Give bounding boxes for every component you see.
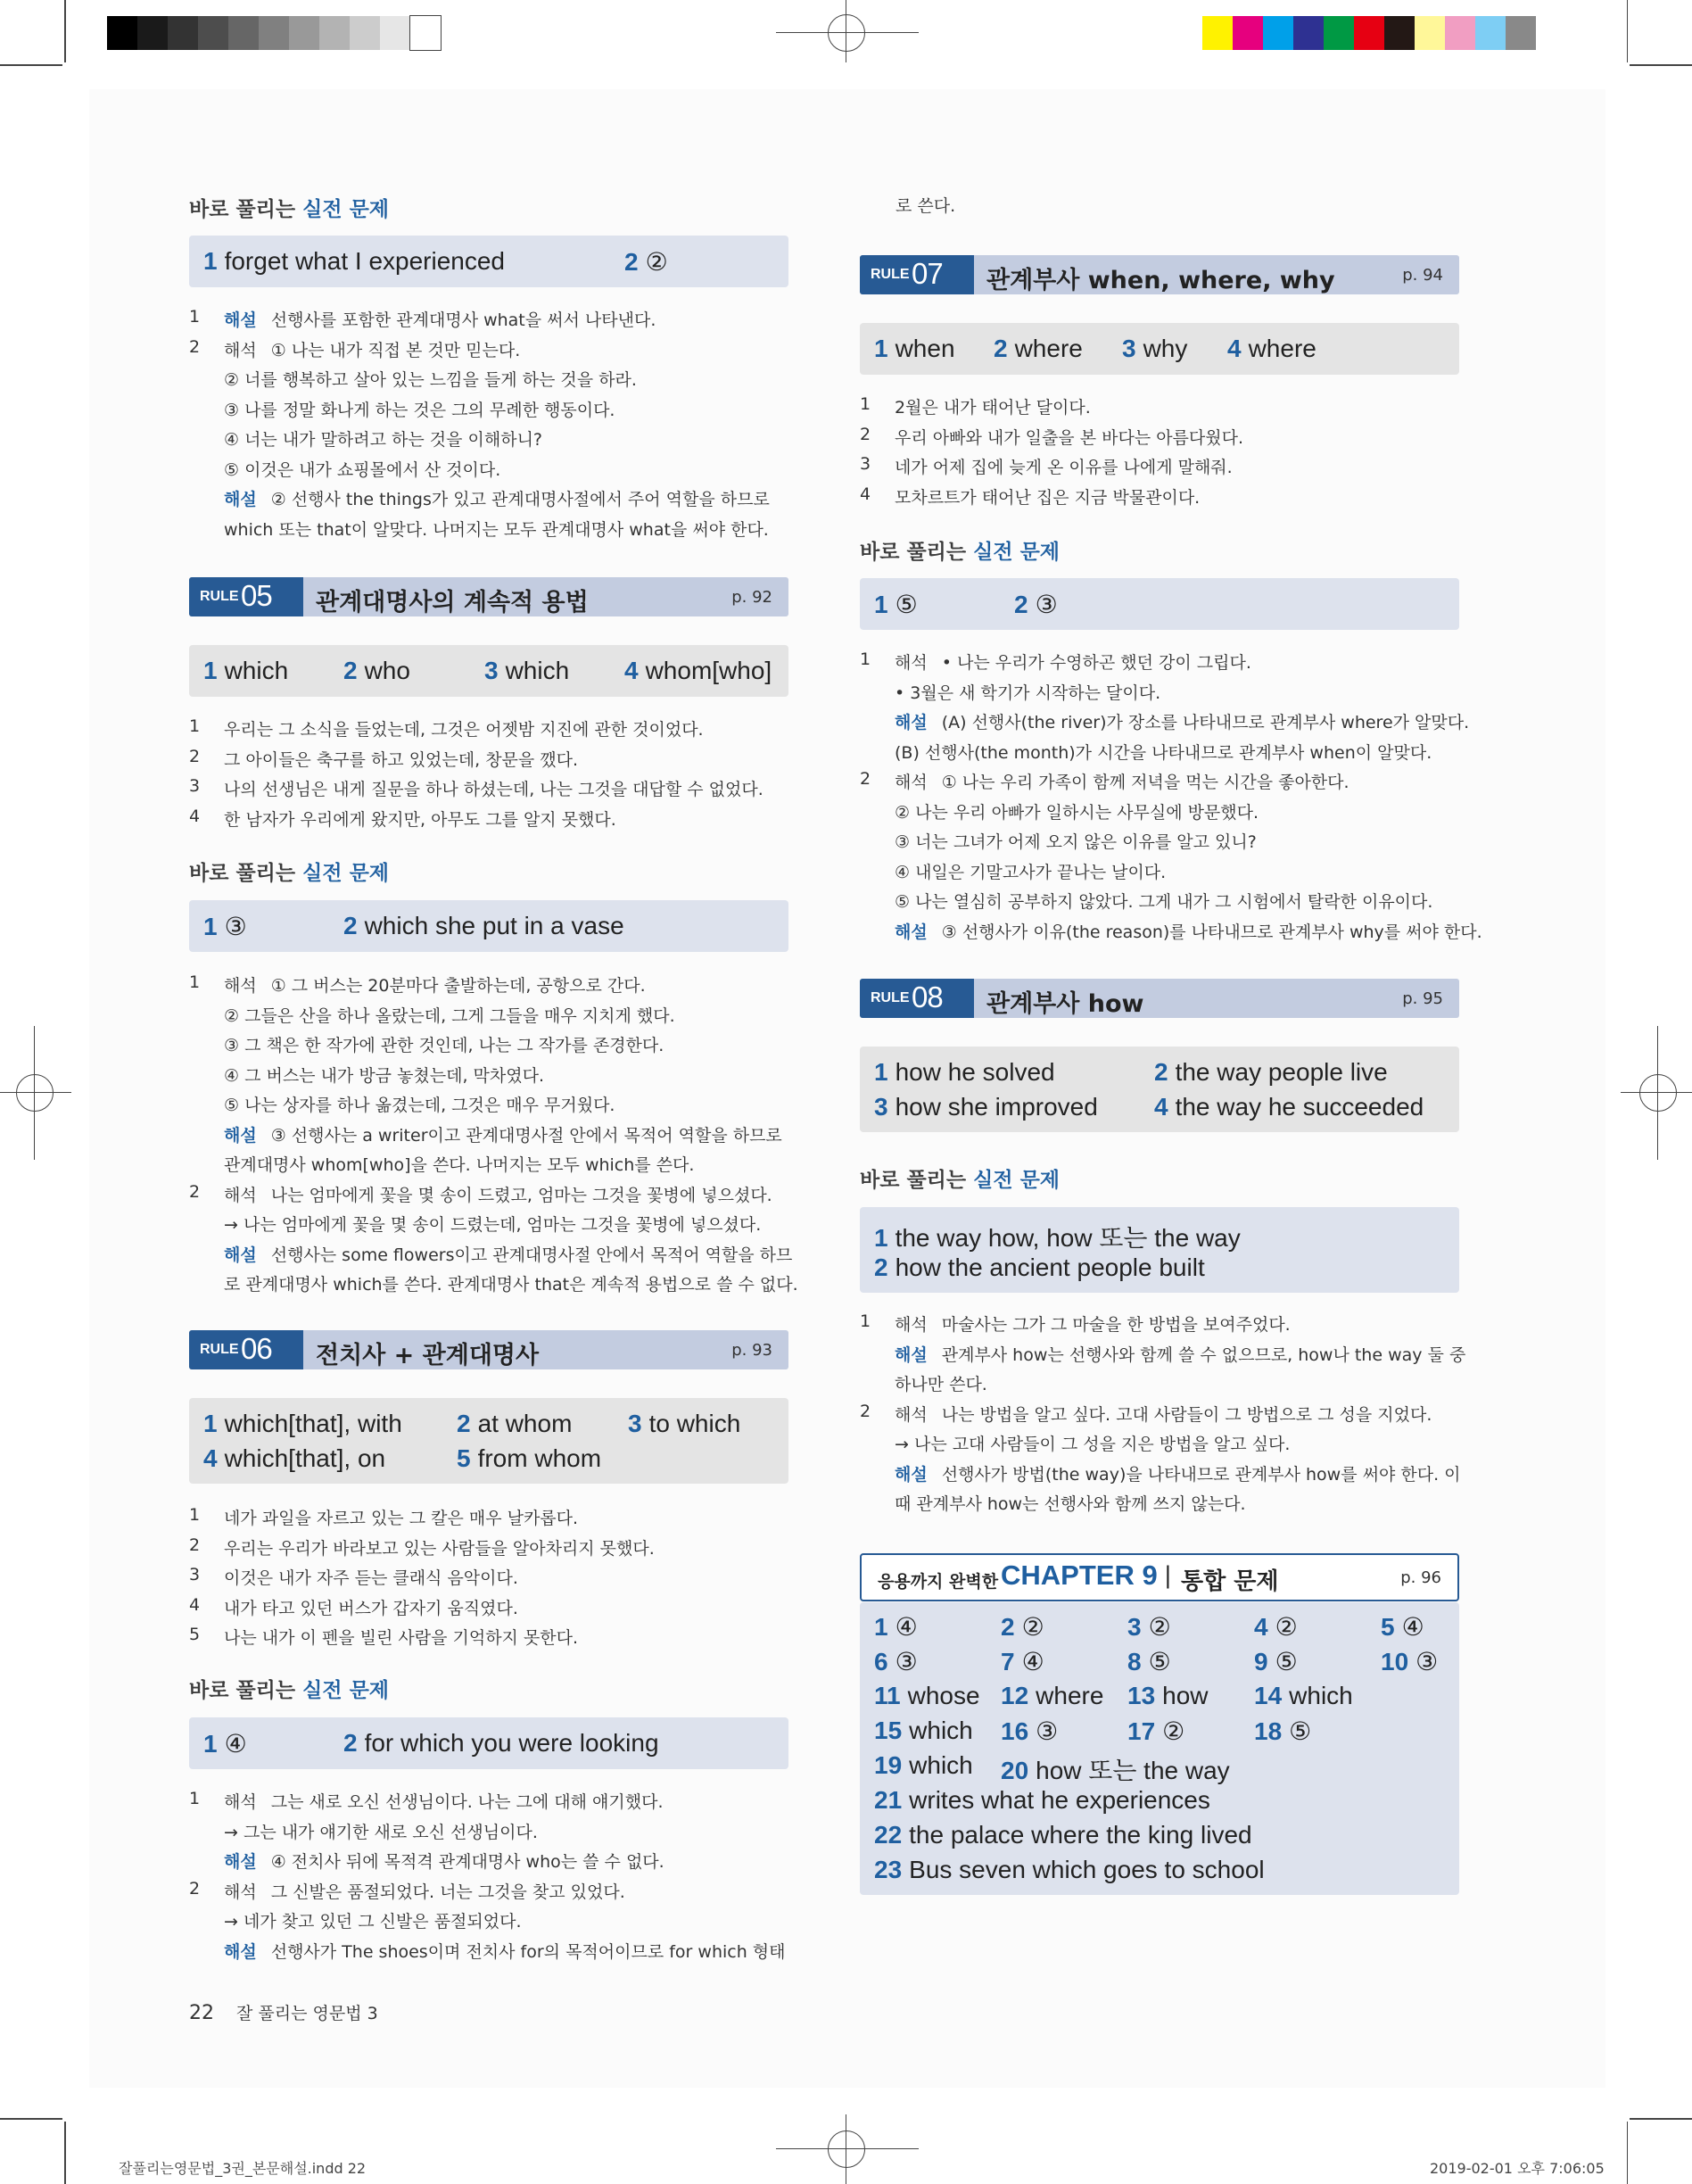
line-text: 우리는 그 소식을 들었는데, 그것은 어젯밤 지진에 관한 것이었다. <box>224 720 704 740</box>
item-number: 5 <box>189 1625 201 1644</box>
answer-item: 1 the way how, how 또는 the way <box>874 1224 1241 1252</box>
line-text: 나는 엄마에게 꽃을 몇 송이 드렸고, 엄마는 그것을 꽃병에 넣으셨다. <box>270 1185 772 1205</box>
line-text: 2월은 내가 태어난 달이다. <box>895 398 1091 418</box>
answer-item: 19 which <box>874 1751 973 1779</box>
answer-item: 4 ② <box>1254 1613 1298 1641</box>
answer-item: 8 ⑤ <box>1127 1648 1171 1675</box>
line-text: 관계부사 how는 선행사와 함께 쓸 수 없으므로, how나 the way 둘 중 <box>941 1344 1466 1365</box>
item-number: 1 <box>189 1789 201 1808</box>
answer-item: 22 the palace where the king lived <box>874 1821 1252 1849</box>
translation-label: 해석 <box>895 773 928 792</box>
line-text: 나의 선생님은 내게 질문을 하나 하셨는데, 나는 그것을 대답할 수 없었다. <box>224 780 763 799</box>
line-text: 그 아이들은 축구를 하고 있었는데, 창문을 깼다. <box>224 749 579 770</box>
color-swatch <box>198 16 228 50</box>
line-text: 우리 아빠와 내가 일출을 본 바다는 아름다웠다. <box>895 427 1244 448</box>
answer-box <box>860 323 1459 375</box>
chapter-title: 통합 문제 <box>1181 1568 1279 1595</box>
practice-heading: 바로 풀리는 실전 문제 <box>860 541 1061 564</box>
answer-item: 1 ⑤ <box>874 591 918 618</box>
translation-label: 해석 <box>224 1882 257 1902</box>
rule-08-header <box>860 979 1459 1018</box>
color-swatch <box>1263 16 1293 50</box>
color-swatch <box>107 16 137 50</box>
crop-mark <box>64 2122 66 2184</box>
item-number: 1 <box>189 716 201 736</box>
color-swatch <box>137 16 168 50</box>
print-slug-file: 잘풀리는영문법_3권_본문해설.indd 22 <box>119 2160 367 2177</box>
print-slug-date: 2019-02-01 오후 7:06:05 <box>1430 2160 1605 2177</box>
line-text: • 3월은 새 학기가 시작하는 달이다. <box>895 682 1161 703</box>
answer-box <box>189 1717 788 1769</box>
chapter-answer-grid <box>860 1602 1459 1895</box>
line-text: which 또는 that이 알맞다. 나머지는 모두 관계대명사 what을 써야 한다. <box>224 519 769 540</box>
answer-item: 2 ③ <box>1014 591 1058 618</box>
crop-mark <box>1627 0 1629 62</box>
answer-item: 2 for which you were looking <box>343 1729 659 1757</box>
rule-06-header <box>189 1330 788 1369</box>
line-text: ① 나는 내가 직접 본 것만 믿는다. <box>270 340 521 360</box>
color-swatch <box>1324 16 1354 50</box>
practice-heading: 바로 풀리는 실전 문제 <box>189 1679 390 1702</box>
color-swatch <box>1445 16 1475 50</box>
item-number: 2 <box>189 1878 201 1899</box>
answer-item: 12 where <box>1001 1682 1104 1709</box>
line-text: ② 선행사 the things가 있고 관계대명사절에서 주어 역할을 하므로 <box>270 490 770 509</box>
answer-item: 17 ② <box>1127 1717 1185 1745</box>
line-text: ③ 선행사가 이유(the reason)를 나타내므로 관계부사 why를 써야 한다. <box>941 922 1482 942</box>
answer-box <box>860 578 1459 630</box>
line-text: ② 나는 우리 아빠가 일하시는 사무실에 방문했다. <box>895 802 1259 823</box>
translation-label: 해석 <box>895 1404 928 1425</box>
line-text: ③ 선행사는 a writer이고 관계대명사절 안에서 목적어 역할을 하므로 <box>270 1125 782 1146</box>
line-text: 선행사는 some flowers이고 관계대명사절 안에서 목적어 역할을 하므 <box>270 1245 793 1265</box>
practice-heading: 바로 풀리는 실전 문제 <box>189 862 390 885</box>
color-swatch <box>1233 16 1263 50</box>
item-number: 2 <box>189 1181 201 1202</box>
answer-item: 14 which <box>1254 1682 1353 1709</box>
crop-mark <box>1627 2122 1629 2184</box>
registration-mark <box>828 2130 865 2168</box>
answer-item: 23 Bus seven which goes to school <box>874 1856 1265 1883</box>
answer-item: 1 how he solved <box>874 1058 1055 1086</box>
line-text: 나는 내가 이 펜을 빌린 사람을 기억하지 못한다. <box>224 1628 579 1648</box>
answer-item: 5 ④ <box>1381 1613 1424 1641</box>
item-number: 2 <box>860 769 871 789</box>
line-text: 선행사가 The shoes이며 전치사 for의 목적어이므로 for which 형태 <box>270 1941 786 1962</box>
answer-item: 1 which[that], with <box>203 1410 402 1437</box>
rule-tag: RULE 08 <box>860 979 974 1018</box>
practice-heading: 바로 풀리는 실전 문제 <box>860 1169 1061 1192</box>
answer-box <box>189 1398 788 1484</box>
item-number: 3 <box>189 776 201 796</box>
item-number: 2 <box>189 336 201 357</box>
line-text: 네가 어제 집에 늦게 온 이유를 나에게 말해줘. <box>895 458 1233 477</box>
line-text: ③ 나를 정말 화나게 하는 것은 그의 무례한 행동이다. <box>224 400 615 420</box>
rule-05-header <box>189 577 788 616</box>
explanation-label: 해설 <box>224 310 257 330</box>
line-text: ① 나는 우리 가족이 함께 저녁을 먹는 시간을 좋아한다. <box>941 773 1349 792</box>
line-text: 한 남자가 우리에게 왔지만, 아무도 그를 알지 못했다. <box>224 809 616 830</box>
line-text: ② 그들은 산을 하나 올랐는데, 그게 그들을 매우 지치게 했다. <box>224 1005 675 1026</box>
line-text: ② 너를 행복하고 살아 있는 느낌을 들게 하는 것을 하라. <box>224 370 637 390</box>
line-text: ① 그 버스는 20분마다 출발하는데, 공항으로 간다. <box>270 976 646 996</box>
line-text: → 나는 고대 사람들이 그 성을 지은 방법을 알고 싶다. <box>895 1435 1291 1454</box>
answer-item: 1 when <box>874 335 955 362</box>
answer-item: 15 which <box>874 1717 973 1744</box>
registration-mark <box>1639 1074 1677 1112</box>
line-text: 선행사를 포함한 관계대명사 what을 써서 나타낸다. <box>270 310 656 330</box>
line-text: ⑤ 나는 상자를 하나 옮겼는데, 그것은 매우 무거웠다. <box>224 1096 615 1115</box>
line-text: 네가 과일을 자르고 있는 그 칼은 매우 날카롭다. <box>224 1509 579 1528</box>
chapter-prefix: 응용까지 완벽한 <box>878 1572 999 1592</box>
registration-line <box>34 1026 35 1160</box>
crop-mark <box>1630 2118 1692 2120</box>
translation-label: 해석 <box>224 976 257 996</box>
color-swatch <box>1384 16 1415 50</box>
rule-tag: RULE 05 <box>189 577 303 616</box>
crop-mark <box>0 2118 62 2120</box>
item-number: 3 <box>860 454 871 474</box>
registration-line <box>0 1092 71 1093</box>
answer-item: 4 the way he succeeded <box>1154 1093 1424 1121</box>
line-text: ④ 전치사 뒤에 목적격 관계대명사 who는 쓸 수 없다. <box>270 1852 664 1872</box>
line-text: → 네가 찾고 있던 그 신발은 품절되었다. <box>224 1912 522 1932</box>
answer-item: 2 how the ancient people built <box>874 1253 1205 1281</box>
color-swatch <box>319 16 350 50</box>
item-number: 2 <box>860 1401 871 1421</box>
registration-line <box>1657 1026 1658 1160</box>
answer-item: 2 where <box>994 335 1083 362</box>
item-number: 1 <box>189 307 201 327</box>
answer-item: 10 ③ <box>1381 1648 1439 1675</box>
cmyk-color-bar <box>1202 16 1536 50</box>
page-footer <box>189 2000 378 2024</box>
translation-label: 해석 <box>895 1315 928 1335</box>
rule-page-ref: p. 93 <box>731 1341 772 1360</box>
explanation-label: 해설 <box>895 1344 928 1365</box>
answer-box <box>189 900 788 952</box>
rule-page-ref: p. 95 <box>1402 989 1443 1008</box>
registration-mark <box>828 14 865 52</box>
line-text: 모차르트가 태어난 집은 지금 박물관이다. <box>895 487 1201 508</box>
translation-label: 해석 <box>224 340 257 360</box>
item-number: 1 <box>189 1505 201 1525</box>
answer-box <box>860 1207 1459 1293</box>
explanation-label: 해설 <box>895 922 928 942</box>
item-number: 4 <box>189 806 201 826</box>
line-text: 때 관계부사 how는 선행사와 함께 쓰지 않는다. <box>895 1494 1246 1514</box>
line-text: → 나는 엄마에게 꽃을 몇 송이 드렸는데, 엄마는 그것을 꽃병에 넣으셨다. <box>224 1215 762 1235</box>
item-number: 3 <box>189 1565 201 1584</box>
answer-box <box>860 1046 1459 1132</box>
line-text: 로 관계대명사 which를 쓴다. 관계대명사 that은 계속적 용법으로 쓸 수 없다. <box>224 1275 798 1295</box>
explanation-label: 해설 <box>895 1464 928 1485</box>
item-number: 2 <box>860 424 871 444</box>
practice-heading: 바로 풀리는 실전 문제 <box>189 198 390 221</box>
rule-page-ref: p. 94 <box>1402 266 1443 285</box>
answer-item: 2 ② <box>624 248 668 276</box>
item-number: 1 <box>189 972 201 992</box>
color-swatch <box>1475 16 1506 50</box>
color-swatch <box>259 16 289 50</box>
answer-item: 3 which <box>484 657 570 684</box>
chapter-separator: | <box>1164 1562 1172 1589</box>
chapter-header <box>860 1553 1459 1601</box>
color-swatch <box>1415 16 1445 50</box>
line-text: ③ 그 책은 한 작가에 관한 것인데, 나는 그 작가를 존경한다. <box>224 1036 664 1055</box>
item-number: 1 <box>860 394 871 414</box>
answer-box <box>189 645 788 697</box>
answer-box <box>189 236 788 287</box>
continued-line: 로 쓴다. <box>896 196 956 216</box>
line-text: (A) 선행사(the river)가 장소를 나타내므로 관계부사 where가 알맞다. <box>941 713 1470 732</box>
rule-title: 전치사 + 관계대명사 <box>316 1342 540 1369</box>
answer-item: 4 which[that], on <box>203 1444 386 1472</box>
answer-item: 13 how <box>1127 1682 1209 1709</box>
chapter-name: CHAPTER 9 <box>1001 1559 1158 1591</box>
answer-item: 4 whom[who] <box>624 657 772 684</box>
answer-item: 3 why <box>1122 335 1188 362</box>
color-swatch <box>1202 16 1233 50</box>
line-text: • 나는 우리가 수영하곤 했던 강이 그립다. <box>941 653 1251 673</box>
line-text: ④ 내일은 기말고사가 끝나는 날이다. <box>895 862 1167 882</box>
answer-item: 6 ③ <box>874 1648 918 1675</box>
color-swatch <box>380 16 410 50</box>
answer-item: 2 ② <box>1001 1613 1044 1641</box>
line-text: ⑤ 이것은 내가 쇼핑몰에서 산 것이다. <box>224 459 501 480</box>
line-text: ③ 너는 그녀가 어제 오지 않은 이유를 알고 있니? <box>895 832 1257 852</box>
answer-item: 11 whose <box>874 1682 980 1709</box>
line-text: ④ 너는 내가 말하려고 하는 것을 이해하니? <box>224 430 543 450</box>
explanation-label: 해설 <box>224 1852 257 1872</box>
explanation-label: 해설 <box>224 1245 257 1265</box>
answer-item: 2 which she put in a vase <box>343 912 624 939</box>
crop-mark <box>1630 64 1692 66</box>
book-title: 잘 풀리는 영문법 3 <box>236 2004 378 2023</box>
rule-page-ref: p. 92 <box>731 588 772 607</box>
answer-item: 1 which <box>203 657 289 684</box>
line-text: 이것은 내가 자주 듣는 클래식 음악이다. <box>224 1568 518 1588</box>
answer-item: 1 forget what I experienced <box>203 247 505 275</box>
translation-label: 해석 <box>224 1185 257 1205</box>
answer-item: 20 how 또는 the way <box>1001 1757 1230 1784</box>
answer-item: 1 ④ <box>874 1613 918 1641</box>
line-text: 하나만 쓴다. <box>895 1375 987 1394</box>
answer-item: 7 ④ <box>1001 1648 1044 1675</box>
answer-item: 5 from whom <box>457 1444 602 1472</box>
color-swatch <box>289 16 319 50</box>
line-text: 그 신발은 품절되었다. 너는 그것을 찾고 있었다. <box>270 1882 625 1902</box>
answer-item: 16 ③ <box>1001 1717 1059 1745</box>
crop-mark <box>0 64 62 66</box>
answer-item: 1 ④ <box>203 1730 247 1758</box>
line-text: (B) 선행사(the month)가 시간을 나타내므로 관계부사 when이 알맞다. <box>895 742 1432 763</box>
answer-item: 21 writes what he experiences <box>874 1786 1210 1814</box>
registration-mark <box>16 1074 54 1112</box>
registration-line <box>776 32 919 33</box>
answer-item: 3 to which <box>628 1410 741 1437</box>
answer-item: 18 ⑤ <box>1254 1717 1312 1745</box>
explanation-label: 해설 <box>224 1941 257 1962</box>
answer-item: 9 ⑤ <box>1254 1648 1298 1675</box>
line-text: 그는 새로 오신 선생님이다. 나는 그에 대해 얘기했다. <box>270 1792 664 1812</box>
page-number: 22 <box>189 2002 214 2024</box>
answer-item: 3 how she improved <box>874 1093 1098 1121</box>
line-text: 나는 방법을 알고 싶다. 고대 사람들이 그 방법으로 그 성을 지었다. <box>941 1404 1432 1425</box>
line-text: 우리는 우리가 바라보고 있는 사람들을 알아차리지 못했다. <box>224 1538 655 1559</box>
color-swatch <box>168 16 198 50</box>
crop-mark <box>64 0 66 62</box>
chapter-page-ref: p. 96 <box>1400 1568 1441 1587</box>
item-number: 2 <box>189 746 201 766</box>
registration-line <box>1621 1092 1692 1093</box>
color-swatch <box>228 16 259 50</box>
translation-label: 해석 <box>224 1792 257 1812</box>
registration-line <box>776 2148 919 2149</box>
answer-item: 2 who <box>343 657 410 684</box>
item-number: 4 <box>189 1594 201 1615</box>
rule-title: 관계부사 how <box>986 990 1144 1018</box>
answer-item: 2 at whom <box>457 1410 573 1437</box>
color-swatch <box>350 16 380 50</box>
line-text: → 그는 내가 얘기한 새로 오신 선생님이다. <box>224 1822 538 1842</box>
line-text: ④ 그 버스는 내가 방금 놓쳤는데, 막차였다. <box>224 1065 545 1086</box>
color-swatch <box>1506 16 1536 50</box>
item-number: 4 <box>860 484 871 504</box>
translation-label: 해석 <box>895 653 928 673</box>
rule-tag: RULE 06 <box>189 1330 303 1369</box>
explanation-label: 해설 <box>224 1125 257 1146</box>
rule-title: 관계대명사의 계속적 용법 <box>316 589 589 616</box>
item-number: 2 <box>189 1535 201 1555</box>
item-number: 1 <box>860 649 871 669</box>
answer-item: 2 the way people live <box>1154 1058 1388 1086</box>
line-text: 선행사가 방법(the way)을 나타내므로 관계부사 how를 써야 한다. 이 <box>941 1464 1461 1485</box>
line-text: 내가 타고 있던 버스가 갑자기 움직였다. <box>224 1598 518 1618</box>
item-number: 1 <box>860 1311 871 1331</box>
answer-item: 3 ② <box>1127 1613 1171 1641</box>
line-text: 관계대명사 whom[who]을 쓴다. 나머지는 모두 which를 쓴다. <box>224 1155 695 1175</box>
rule-tag: RULE 07 <box>860 255 974 294</box>
explanation-label: 해설 <box>895 713 928 732</box>
answer-item: 1 ③ <box>203 913 247 940</box>
line-text: ⑤ 나는 열심히 공부하지 않았다. 그게 내가 그 시험에서 탈락한 이유이다. <box>895 892 1433 912</box>
explanation-label: 해설 <box>224 490 257 509</box>
color-swatch <box>410 16 441 50</box>
rule-07-header <box>860 255 1459 294</box>
answer-item: 4 where <box>1227 335 1316 362</box>
line-text: 마술사는 그가 그 마술을 한 방법을 보여주었다. <box>941 1315 1291 1335</box>
color-swatch <box>1354 16 1384 50</box>
gray-color-bar <box>107 16 441 50</box>
rule-title: 관계부사 when, where, why <box>986 267 1335 294</box>
color-swatch <box>1293 16 1324 50</box>
